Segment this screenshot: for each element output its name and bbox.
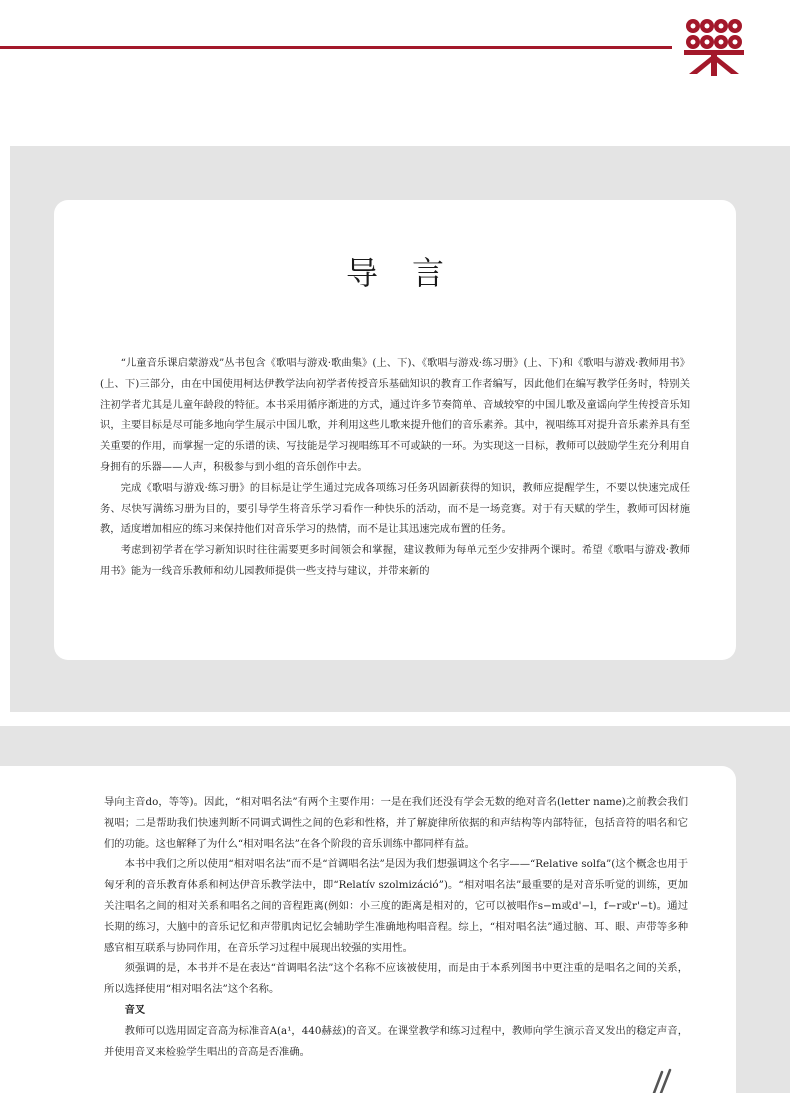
- intro-body: [100, 353, 690, 582]
- body-paragraph: 本书中我们之所以使用“相对唱名法”而不是“首调唱名法”是因为我们想强调这个名字——“Relative solfa”(这个概念也用于匈牙利的音乐教育体系和柯达伊音乐教学法中，即“Relatív szolmizáció”)。“相对唱名法”最重要的是对音乐听觉的训练，更加关注唱名之间的相对关系和唱名之间的音程距离(例如：小三度的距离是相对的，它可以被唱作s−m或d'−l，f−r或r'−t)。通过长期的练习，大脑中的音乐记忆和声带肌肉记忆会辅助学生准确地构唱音程。综上，“相对唱名法”通过脑、耳、眼、声带等多种感官相互联系与协同作用，在音乐学习过程中展现出较强的实用性。: [104, 858, 688, 954]
- section-subheading: 音叉: [124, 1003, 146, 1016]
- body-paragraph: 导向主音do，等等)。因此，“相对唱名法”有两个主要作用：一是在我们还没有学会无数的绝对音名(letter name)之前教会我们视唱；二是帮助我们快速判断不同调式调性之间的色彩和性格，并了解旋律所依据的和声结构等内部特征，包括音符的唱名和它们的功能。这也解释了为什么“相对唱名法”在各个阶段的音乐训练中都同样有益。: [104, 796, 688, 850]
- intro-paragraph: “儿童音乐课启蒙游戏”丛书包含《歌唱与游戏·歌曲集》(上、下)、《歌唱与游戏·练习册》(上、下)和《歌唱与游戏·教师用书》(上、下)三部分，由在中国使用柯达伊教学法向初学者传授音乐基础知识的教育工作者编写，因此他们在编写教学任务时，特别关注初学者尤其是儿童年龄段的特征。本书采用循序渐进的方式，通过许多节奏简单、音域较窄的中国儿歌及童谣向学生传授音乐知识，主要目标是尽可能多地向学生展示中国儿歌，并利用这些儿歌来提升他们的音乐素养。其中，视唱练耳对提升音乐素养具有至关重要的作用，而掌握一定的乐谱的读、写技能是学习视唱练耳不可或缺的一环。为实现这一目标，教师可以鼓励学生充分利用自身拥有的乐器——人声，积极参与到小组的音乐创作中去。: [100, 357, 690, 473]
- next-page-card: [0, 766, 736, 1106]
- next-page-body: [104, 792, 688, 1062]
- body-paragraph: 须强调的是，本书并不是在表达“首调唱名法”这个名称不应该被使用，而是由于本系列图书中更注重的是唱名之间的关系，所以选择使用“相对唱名法”这个名称。: [104, 962, 688, 996]
- pen-mark-icon: [648, 1068, 678, 1093]
- intro-paragraph: 考虑到初学者在学习新知识时往往需要更多时间领会和掌握，建议教师为每单元至少安排两个课时。希望《歌唱与游戏·教师用书》能为一线音乐教师和幼儿园教师提供一些支持与建议，并带来新的: [100, 544, 690, 577]
- intro-page-card: [54, 200, 736, 660]
- publisher-logo-icon: [683, 16, 745, 76]
- header-rule: [0, 46, 672, 49]
- intro-paragraph: 完成《歌唱与游戏·练习册》的目标是让学生通过完成各项练习任务巩固新获得的知识，教师应提醒学生，不要以快速完成任务、尽快写满练习册为目的，要引导学生将音乐学习看作一种快乐的活动，而不是一场竞赛。对于有天赋的学生，教师可因材施教，适度增加相应的练习来保持他们对音乐学习的热情，而不是让其迅速完成布置的任务。: [100, 481, 690, 536]
- body-paragraph: 教师可以选用固定音高为标准音A(a¹，440赫兹)的音叉。在课堂教学和练习过程中，教师向学生演示音叉发出的稳定声音，并使用音叉来检验学生唱出的音高是否准确。: [104, 1024, 688, 1058]
- page-title: 导言: [345, 254, 478, 292]
